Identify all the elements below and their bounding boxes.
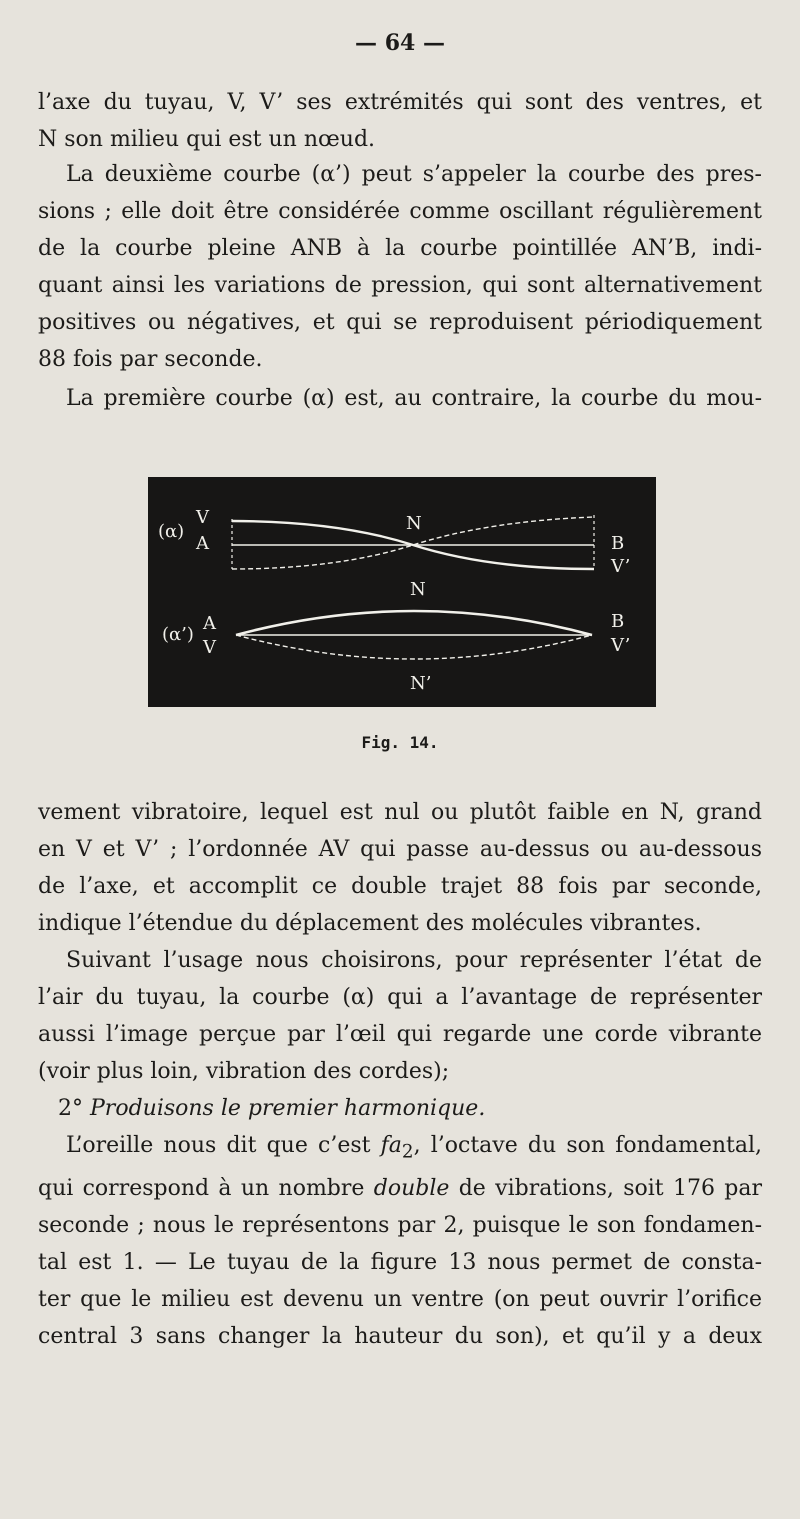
label-vprime-top: V’ — [611, 556, 631, 577]
label-alpha: (α) — [158, 521, 185, 542]
note-name: fa — [380, 1133, 402, 1158]
label-vprime-bottom: V’ — [611, 635, 631, 656]
text-line: l’air du tuyau, la courbe (α) qui a l’avantage de représenter — [38, 985, 762, 1010]
text-line: vement vibratoire, lequel est nul ou plutôt faible en N, grand — [38, 800, 762, 825]
heading-text: Produisons le premier harmonique. — [90, 1096, 486, 1121]
figure-14 — [148, 477, 656, 707]
heading-line — [38, 1090, 762, 1127]
text-line: seconde ; nous le représentons par 2, puisque le son fondamen- — [38, 1213, 762, 1239]
text-line: central 3 sans changer la hauteur du son), et qu’il y a deux — [38, 1324, 762, 1350]
paragraph-5 — [38, 942, 762, 1090]
text-fragment: L’oreille nous dit que c’est — [66, 1133, 381, 1158]
paragraph-3 — [38, 380, 762, 417]
text-line: de la courbe pleine ANB à la courbe pointillée AN’B, indi- — [38, 236, 762, 261]
text-line: indique l’étendue du déplacement des molécules vibrantes. — [38, 911, 702, 936]
label-b-top: B — [611, 533, 625, 554]
label-a-bottom: A — [203, 613, 216, 634]
paragraph-2 — [38, 156, 762, 378]
text-line: ter que le milieu est devenu un ventre (on peut ouvrir l’orifice — [38, 1287, 762, 1313]
text-fragment: de vibrations, soit 176 par — [449, 1176, 762, 1202]
section-heading — [38, 1090, 762, 1127]
text-line — [38, 1127, 762, 1170]
text-line: Suivant l’usage nous choisirons, pour représenter l’état de — [66, 948, 762, 973]
text-line: N son milieu qui est un nœud. — [38, 127, 376, 152]
heading-number: 2° — [58, 1096, 83, 1121]
label-alpha-prime: (α’) — [162, 624, 194, 645]
text-line: 88 fois par seconde. — [38, 347, 263, 372]
text-line: en V et V’ ; l’ordonnée AV qui passe au-dessus ou au-dessous — [38, 837, 762, 862]
text-line: sions ; elle doit être considérée comme oscillant régulièrement — [38, 199, 762, 224]
paragraph-1 — [38, 84, 762, 158]
text-line: de l’axe, et accomplit ce double trajet 88 fois par seconde, — [38, 874, 762, 899]
label-n-top: N — [406, 513, 422, 534]
emphasis-double: double — [373, 1176, 450, 1202]
label-nprime: N’ — [410, 673, 432, 694]
text-line: aussi l’image perçue par l’œil qui regarde une corde vibrante — [38, 1022, 762, 1047]
label-b-bottom: B — [611, 611, 625, 632]
label-n-middle: N — [410, 579, 426, 600]
paragraph-4 — [38, 794, 762, 942]
page-number: — 64 — — [355, 30, 445, 56]
text-line: tal est 1. — Le tuyau de la figure 13 nous permet de consta- — [38, 1250, 762, 1276]
figure-caption: Fig. 14. — [361, 733, 439, 752]
label-v-bottom: V — [203, 637, 216, 658]
text-line: (voir plus loin, vibration des cordes); — [38, 1059, 450, 1084]
text-line: La deuxième courbe (α’) peut s’appeler la courbe des pres- — [66, 162, 762, 187]
text-line: La première courbe (α) est, au contraire, la courbe du mou- — [66, 386, 762, 411]
pressure-curve-alpha-prime-bottom — [236, 611, 592, 659]
text-line: positives ou négatives, et qui se reproduisent périodiquement — [38, 310, 762, 335]
text-fragment: qui correspond à un nombre — [38, 1176, 374, 1202]
label-a-top: A — [196, 533, 209, 554]
text-line: l’axe du tuyau, V, V’ ses extrémités qui sont des ventres, et — [38, 90, 762, 115]
text-line — [38, 1170, 762, 1207]
note-subscript: 2 — [401, 1141, 414, 1163]
text-fragment: , l’octave du son fondamental, — [413, 1133, 762, 1158]
text-line: quant ainsi les variations de pression, qui sont alternativement — [38, 273, 762, 298]
paragraph-6 — [38, 1127, 762, 1355]
label-v-top: V — [196, 507, 209, 528]
